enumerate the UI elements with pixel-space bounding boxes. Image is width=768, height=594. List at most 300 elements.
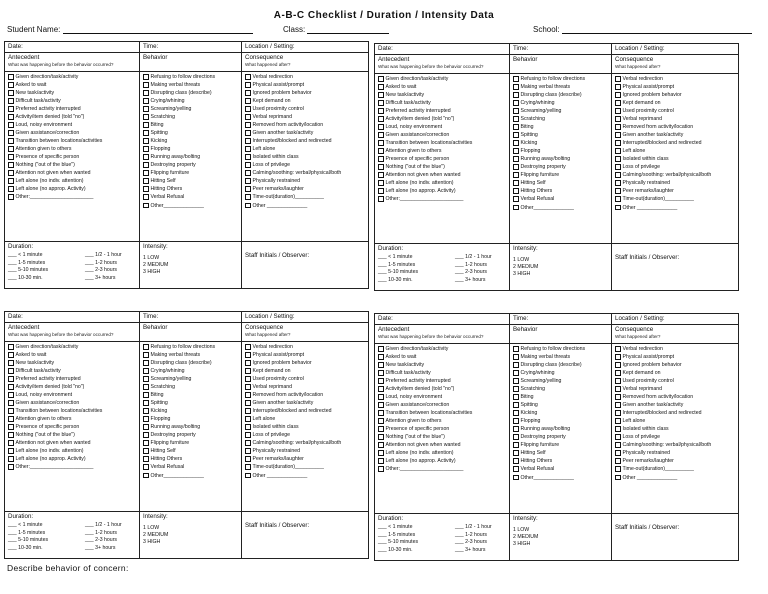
- antecedent-checkbox-item[interactable]: [378, 124, 506, 132]
- antecedent-checkbox-item[interactable]: [8, 162, 136, 170]
- time-field[interactable]: [510, 44, 612, 54]
- antecedent-checkbox-item[interactable]: [378, 188, 506, 196]
- checkbox[interactable]: [8, 392, 14, 398]
- antecedent-checkbox-item[interactable]: [8, 448, 136, 456]
- checkbox[interactable]: [143, 90, 149, 96]
- antecedent-checkbox-item[interactable]: [378, 370, 506, 378]
- checkbox[interactable]: [513, 205, 519, 211]
- checkbox[interactable]: [8, 376, 14, 382]
- checkbox[interactable]: [378, 148, 384, 154]
- consequence-checkbox-item[interactable]: [245, 138, 365, 146]
- checkbox[interactable]: [513, 84, 519, 90]
- checkbox[interactable]: [8, 106, 14, 112]
- duration-option[interactable]: ___ 10-30 min.: [8, 275, 43, 282]
- checkbox[interactable]: [245, 130, 251, 136]
- checkbox[interactable]: [143, 400, 149, 406]
- checkbox[interactable]: [378, 418, 384, 424]
- checkbox[interactable]: [143, 384, 149, 390]
- checkbox[interactable]: [378, 156, 384, 162]
- consequence-checkbox-item[interactable]: [245, 154, 365, 162]
- antecedent-checkbox-item[interactable]: [8, 194, 136, 202]
- checkbox[interactable]: [143, 392, 149, 398]
- checkbox[interactable]: [513, 92, 519, 98]
- checkbox[interactable]: [8, 368, 14, 374]
- checkbox[interactable]: [513, 370, 519, 376]
- consequence-checkbox-item[interactable]: [615, 92, 735, 100]
- checkbox[interactable]: [615, 418, 621, 424]
- checkbox[interactable]: [615, 450, 621, 456]
- consequence-checkbox-item[interactable]: [245, 186, 365, 194]
- checkbox[interactable]: [513, 116, 519, 122]
- behavior-checkbox-item[interactable]: [513, 475, 608, 483]
- duration-option[interactable]: ___ 2-3 hours: [455, 539, 488, 546]
- duration-option[interactable]: ___ 2-3 hours: [455, 269, 488, 276]
- consequence-checkbox-item[interactable]: [245, 368, 365, 376]
- duration-option[interactable]: ___ 1-5 minutes: [378, 261, 416, 268]
- checkbox[interactable]: [245, 368, 251, 374]
- time-field[interactable]: [510, 314, 612, 324]
- intensity-option[interactable]: 3 HIGH: [143, 269, 161, 276]
- behavior-checkbox-item[interactable]: [513, 156, 608, 164]
- checkbox[interactable]: [378, 370, 384, 376]
- checkbox[interactable]: [615, 458, 621, 464]
- behavior-checkbox-item[interactable]: [513, 386, 608, 394]
- behavior-checkbox-item[interactable]: [143, 368, 238, 376]
- intensity-option[interactable]: 1 LOW: [143, 525, 160, 531]
- checkbox[interactable]: [143, 456, 149, 462]
- checkbox[interactable]: [245, 82, 251, 88]
- consequence-checkbox-item[interactable]: [245, 344, 365, 352]
- antecedent-checkbox-item[interactable]: [8, 424, 136, 432]
- consequence-checkbox-item[interactable]: [615, 124, 735, 132]
- consequence-checkbox-item[interactable]: [245, 464, 365, 472]
- checkbox[interactable]: [245, 456, 251, 462]
- consequence-checkbox-item[interactable]: [245, 122, 365, 130]
- duration-option[interactable]: ___ 1/2 - 1 hour: [85, 252, 122, 258]
- behavior-checkbox-item[interactable]: [513, 362, 608, 370]
- behavior-checkbox-item[interactable]: [143, 376, 238, 384]
- checkbox[interactable]: [513, 394, 519, 400]
- checkbox[interactable]: [245, 424, 251, 430]
- antecedent-checkbox-item[interactable]: [8, 130, 136, 138]
- antecedent-checkbox-item[interactable]: [8, 74, 136, 82]
- checkbox[interactable]: [513, 172, 519, 178]
- checkbox[interactable]: [513, 386, 519, 392]
- checkbox[interactable]: [513, 475, 519, 481]
- behavior-checkbox-item[interactable]: [143, 473, 238, 481]
- checkbox[interactable]: [378, 362, 384, 368]
- behavior-checkbox-item[interactable]: [513, 140, 608, 148]
- consequence-checkbox-item[interactable]: [615, 140, 735, 148]
- behavior-checkbox-item[interactable]: [513, 84, 608, 92]
- date-field[interactable]: [5, 312, 140, 322]
- behavior-checkbox-item[interactable]: [513, 76, 608, 84]
- checkbox[interactable]: [378, 132, 384, 138]
- consequence-checkbox-item[interactable]: [615, 172, 735, 180]
- checkbox[interactable]: [143, 170, 149, 176]
- checkbox[interactable]: [8, 170, 14, 176]
- consequence-checkbox-item[interactable]: [245, 432, 365, 440]
- duration-option[interactable]: ___ 5-10 minutes: [378, 539, 419, 546]
- checkbox[interactable]: [245, 154, 251, 160]
- antecedent-checkbox-item[interactable]: [8, 352, 136, 360]
- intensity-option[interactable]: 2 MEDIUM: [143, 532, 169, 539]
- checkbox[interactable]: [378, 458, 384, 464]
- antecedent-checkbox-item[interactable]: [378, 386, 506, 394]
- date-field[interactable]: [375, 314, 510, 324]
- consequence-checkbox-item[interactable]: [615, 100, 735, 108]
- intensity-option[interactable]: 2 MEDIUM: [143, 262, 169, 269]
- checkbox[interactable]: [245, 90, 251, 96]
- student-name-field[interactable]: [7, 24, 253, 34]
- consequence-checkbox-item[interactable]: [615, 450, 735, 458]
- consequence-checkbox-item[interactable]: [615, 402, 735, 410]
- checkbox[interactable]: [513, 450, 519, 456]
- checkbox[interactable]: [8, 344, 14, 350]
- behavior-checkbox-item[interactable]: [143, 122, 238, 130]
- antecedent-checkbox-item[interactable]: [378, 172, 506, 180]
- checkbox[interactable]: [8, 400, 14, 406]
- antecedent-checkbox-item[interactable]: [378, 394, 506, 402]
- checkbox[interactable]: [513, 434, 519, 440]
- checkbox[interactable]: [8, 138, 14, 144]
- duration-option[interactable]: ___ < 1 minute: [378, 254, 413, 260]
- antecedent-checkbox-item[interactable]: [8, 186, 136, 194]
- checkbox[interactable]: [245, 408, 251, 414]
- antecedent-checkbox-item[interactable]: [378, 442, 506, 450]
- consequence-checkbox-item[interactable]: [245, 162, 365, 170]
- consequence-checkbox-item[interactable]: [615, 410, 735, 418]
- behavior-checkbox-item[interactable]: [143, 146, 238, 154]
- checkbox[interactable]: [245, 392, 251, 398]
- checkbox[interactable]: [378, 188, 384, 194]
- checkbox[interactable]: [513, 100, 519, 106]
- duration-option[interactable]: ___ 2-3 hours: [85, 267, 118, 274]
- checkbox[interactable]: [513, 466, 519, 472]
- checkbox[interactable]: [245, 138, 251, 144]
- checkbox[interactable]: [245, 384, 251, 390]
- antecedent-checkbox-item[interactable]: [8, 440, 136, 448]
- student-name-line[interactable]: [63, 24, 253, 34]
- checkbox[interactable]: [245, 432, 251, 438]
- date-field[interactable]: [375, 44, 510, 54]
- antecedent-checkbox-item[interactable]: [378, 426, 506, 434]
- antecedent-checkbox-item[interactable]: [378, 354, 506, 362]
- behavior-checkbox-item[interactable]: [143, 344, 238, 352]
- school-line[interactable]: [562, 24, 752, 34]
- checkbox[interactable]: [378, 434, 384, 440]
- checkbox[interactable]: [615, 188, 621, 194]
- checkbox[interactable]: [245, 194, 251, 200]
- duration-option[interactable]: ___ 1-5 minutes: [8, 529, 46, 536]
- behavior-checkbox-item[interactable]: [143, 106, 238, 114]
- antecedent-checkbox-item[interactable]: [378, 180, 506, 188]
- checkbox[interactable]: [8, 90, 14, 96]
- consequence-checkbox-item[interactable]: [615, 378, 735, 386]
- behavior-checkbox-item[interactable]: [513, 108, 608, 116]
- checkbox[interactable]: [245, 162, 251, 168]
- checkbox[interactable]: [513, 410, 519, 416]
- location-field[interactable]: [242, 42, 368, 52]
- checkbox[interactable]: [8, 162, 14, 168]
- duration-option[interactable]: ___ 1/2 - 1 hour: [85, 522, 122, 528]
- behavior-checkbox-item[interactable]: [513, 124, 608, 132]
- duration-option[interactable]: ___ 1/2 - 1 hour: [455, 254, 492, 260]
- duration-option[interactable]: ___ 1/2 - 1 hour: [455, 524, 492, 530]
- checkbox[interactable]: [8, 360, 14, 366]
- antecedent-checkbox-item[interactable]: [8, 154, 136, 162]
- checkbox[interactable]: [143, 146, 149, 152]
- consequence-checkbox-item[interactable]: [615, 362, 735, 370]
- duration-option[interactable]: ___ 5-10 minutes: [8, 537, 49, 544]
- checkbox[interactable]: [615, 148, 621, 154]
- behavior-checkbox-item[interactable]: [143, 90, 238, 98]
- duration-option[interactable]: ___ < 1 minute: [8, 522, 43, 528]
- antecedent-checkbox-item[interactable]: [378, 84, 506, 92]
- consequence-checkbox-item[interactable]: [615, 386, 735, 394]
- checkbox[interactable]: [513, 426, 519, 432]
- checkbox[interactable]: [615, 140, 621, 146]
- checkbox[interactable]: [378, 402, 384, 408]
- duration-option[interactable]: ___ 2-3 hours: [85, 537, 118, 544]
- antecedent-checkbox-item[interactable]: [378, 108, 506, 116]
- duration-option[interactable]: ___ 5-10 minutes: [378, 269, 419, 276]
- checkbox[interactable]: [8, 384, 14, 390]
- consequence-checkbox-item[interactable]: [615, 394, 735, 402]
- consequence-checkbox-item[interactable]: [245, 456, 365, 464]
- consequence-checkbox-item[interactable]: [615, 418, 735, 426]
- antecedent-checkbox-item[interactable]: [378, 410, 506, 418]
- consequence-checkbox-item[interactable]: [615, 76, 735, 84]
- behavior-checkbox-item[interactable]: [143, 456, 238, 464]
- duration-option[interactable]: ___ 1-2 hours: [85, 259, 118, 266]
- checkbox[interactable]: [513, 362, 519, 368]
- behavior-checkbox-item[interactable]: [143, 400, 238, 408]
- checkbox[interactable]: [615, 362, 621, 368]
- antecedent-checkbox-item[interactable]: [8, 106, 136, 114]
- checkbox[interactable]: [615, 410, 621, 416]
- location-field[interactable]: [612, 314, 738, 324]
- antecedent-checkbox-item[interactable]: [378, 76, 506, 84]
- checkbox[interactable]: [143, 464, 149, 470]
- duration-option[interactable]: ___ 3+ hours: [85, 275, 116, 282]
- checkbox[interactable]: [245, 122, 251, 128]
- checkbox[interactable]: [378, 386, 384, 392]
- behavior-checkbox-item[interactable]: [143, 448, 238, 456]
- checkbox[interactable]: [245, 98, 251, 104]
- checkbox[interactable]: [615, 466, 621, 472]
- behavior-checkbox-item[interactable]: [143, 74, 238, 82]
- behavior-checkbox-item[interactable]: [143, 170, 238, 178]
- staff-section[interactable]: [612, 244, 738, 290]
- checkbox[interactable]: [615, 394, 621, 400]
- antecedent-checkbox-item[interactable]: [8, 114, 136, 122]
- checkbox[interactable]: [8, 186, 14, 192]
- antecedent-checkbox-item[interactable]: [378, 346, 506, 354]
- checkbox[interactable]: [378, 378, 384, 384]
- checkbox[interactable]: [8, 146, 14, 152]
- checkbox[interactable]: [615, 180, 621, 186]
- duration-option[interactable]: ___ 1-5 minutes: [378, 531, 416, 538]
- location-field[interactable]: [612, 44, 738, 54]
- checkbox[interactable]: [378, 354, 384, 360]
- behavior-checkbox-item[interactable]: [513, 378, 608, 386]
- checkbox[interactable]: [8, 82, 14, 88]
- checkbox[interactable]: [615, 100, 621, 106]
- checkbox[interactable]: [245, 178, 251, 184]
- checkbox[interactable]: [8, 122, 14, 128]
- checkbox[interactable]: [513, 164, 519, 170]
- antecedent-checkbox-item[interactable]: [8, 360, 136, 368]
- behavior-checkbox-item[interactable]: [143, 408, 238, 416]
- checkbox[interactable]: [378, 442, 384, 448]
- consequence-checkbox-item[interactable]: [245, 194, 365, 202]
- checkbox[interactable]: [8, 464, 14, 470]
- checkbox[interactable]: [245, 376, 251, 382]
- antecedent-checkbox-item[interactable]: [378, 450, 506, 458]
- checkbox[interactable]: [143, 344, 149, 350]
- behavior-checkbox-item[interactable]: [143, 416, 238, 424]
- antecedent-checkbox-item[interactable]: [8, 376, 136, 384]
- checkbox[interactable]: [615, 76, 621, 82]
- consequence-checkbox-item[interactable]: [615, 354, 735, 362]
- checkbox[interactable]: [143, 130, 149, 136]
- consequence-checkbox-item[interactable]: [245, 376, 365, 384]
- consequence-checkbox-item[interactable]: [245, 90, 365, 98]
- checkbox[interactable]: [378, 164, 384, 170]
- checkbox[interactable]: [8, 74, 14, 80]
- consequence-checkbox-item[interactable]: [615, 148, 735, 156]
- consequence-checkbox-item[interactable]: [245, 114, 365, 122]
- checkbox[interactable]: [378, 92, 384, 98]
- staff-section[interactable]: [242, 512, 368, 558]
- duration-option[interactable]: ___ 1-2 hours: [85, 529, 118, 536]
- checkbox[interactable]: [8, 448, 14, 454]
- checkbox[interactable]: [245, 400, 251, 406]
- checkbox[interactable]: [615, 402, 621, 408]
- antecedent-checkbox-item[interactable]: [378, 362, 506, 370]
- checkbox[interactable]: [8, 456, 14, 462]
- checkbox[interactable]: [143, 138, 149, 144]
- antecedent-checkbox-item[interactable]: [8, 90, 136, 98]
- checkbox[interactable]: [245, 352, 251, 358]
- intensity-option[interactable]: 2 MEDIUM: [513, 264, 539, 271]
- antecedent-checkbox-item[interactable]: [8, 408, 136, 416]
- class-field[interactable]: [283, 24, 389, 34]
- antecedent-checkbox-item[interactable]: [8, 392, 136, 400]
- antecedent-checkbox-item[interactable]: [378, 116, 506, 124]
- checkbox[interactable]: [378, 124, 384, 130]
- consequence-checkbox-item[interactable]: [615, 156, 735, 164]
- checkbox[interactable]: [378, 76, 384, 82]
- checkbox[interactable]: [615, 124, 621, 130]
- consequence-checkbox-item[interactable]: [245, 130, 365, 138]
- antecedent-checkbox-item[interactable]: [378, 156, 506, 164]
- checkbox[interactable]: [143, 432, 149, 438]
- duration-option[interactable]: ___ < 1 minute: [8, 252, 43, 258]
- intensity-option[interactable]: 3 HIGH: [513, 541, 531, 548]
- behavior-checkbox-item[interactable]: [513, 458, 608, 466]
- antecedent-checkbox-item[interactable]: [8, 138, 136, 146]
- time-field[interactable]: [140, 312, 242, 322]
- antecedent-checkbox-item[interactable]: [378, 378, 506, 386]
- behavior-checkbox-item[interactable]: [513, 402, 608, 410]
- antecedent-checkbox-item[interactable]: [378, 196, 506, 204]
- time-field[interactable]: [140, 42, 242, 52]
- consequence-checkbox-item[interactable]: [245, 82, 365, 90]
- consequence-checkbox-item[interactable]: [245, 448, 365, 456]
- checkbox[interactable]: [513, 132, 519, 138]
- checkbox[interactable]: [245, 106, 251, 112]
- antecedent-checkbox-item[interactable]: [8, 98, 136, 106]
- behavior-checkbox-item[interactable]: [143, 114, 238, 122]
- antecedent-checkbox-item[interactable]: [378, 132, 506, 140]
- consequence-checkbox-item[interactable]: [245, 360, 365, 368]
- checkbox[interactable]: [143, 186, 149, 192]
- behavior-checkbox-item[interactable]: [143, 154, 238, 162]
- consequence-checkbox-item[interactable]: [615, 108, 735, 116]
- consequence-checkbox-item[interactable]: [615, 84, 735, 92]
- behavior-checkbox-item[interactable]: [143, 464, 238, 472]
- checkbox[interactable]: [615, 84, 621, 90]
- behavior-checkbox-item[interactable]: [143, 352, 238, 360]
- consequence-checkbox-item[interactable]: [615, 346, 735, 354]
- staff-section[interactable]: [612, 514, 738, 560]
- behavior-checkbox-item[interactable]: [513, 466, 608, 474]
- school-field[interactable]: [533, 24, 752, 34]
- behavior-checkbox-item[interactable]: [143, 162, 238, 170]
- duration-option[interactable]: ___ 10-30 min.: [378, 277, 413, 284]
- checkbox[interactable]: [378, 108, 384, 114]
- checkbox[interactable]: [378, 140, 384, 146]
- behavior-checkbox-item[interactable]: [143, 432, 238, 440]
- duration-option[interactable]: ___ 1-2 hours: [455, 261, 488, 268]
- checkbox[interactable]: [143, 98, 149, 104]
- checkbox[interactable]: [513, 442, 519, 448]
- antecedent-checkbox-item[interactable]: [8, 416, 136, 424]
- checkbox[interactable]: [378, 410, 384, 416]
- behavior-checkbox-item[interactable]: [143, 424, 238, 432]
- checkbox[interactable]: [245, 440, 251, 446]
- checkbox[interactable]: [378, 172, 384, 178]
- consequence-checkbox-item[interactable]: [245, 392, 365, 400]
- consequence-checkbox-item[interactable]: [615, 196, 735, 204]
- checkbox[interactable]: [378, 116, 384, 122]
- checkbox[interactable]: [143, 203, 149, 209]
- checkbox[interactable]: [143, 408, 149, 414]
- behavior-checkbox-item[interactable]: [513, 172, 608, 180]
- intensity-option[interactable]: 2 MEDIUM: [513, 534, 539, 541]
- behavior-checkbox-item[interactable]: [513, 346, 608, 354]
- checkbox[interactable]: [143, 82, 149, 88]
- consequence-checkbox-item[interactable]: [615, 458, 735, 466]
- antecedent-checkbox-item[interactable]: [8, 432, 136, 440]
- checkbox[interactable]: [245, 203, 251, 209]
- checkbox[interactable]: [143, 416, 149, 422]
- antecedent-checkbox-item[interactable]: [378, 458, 506, 466]
- checkbox[interactable]: [513, 354, 519, 360]
- checkbox[interactable]: [245, 416, 251, 422]
- checkbox[interactable]: [143, 352, 149, 358]
- checkbox[interactable]: [8, 154, 14, 160]
- checkbox[interactable]: [615, 132, 621, 138]
- consequence-checkbox-item[interactable]: [245, 203, 365, 211]
- checkbox[interactable]: [615, 442, 621, 448]
- behavior-checkbox-item[interactable]: [143, 392, 238, 400]
- duration-option[interactable]: ___ 3+ hours: [85, 545, 116, 552]
- behavior-checkbox-item[interactable]: [143, 178, 238, 186]
- checkbox[interactable]: [8, 424, 14, 430]
